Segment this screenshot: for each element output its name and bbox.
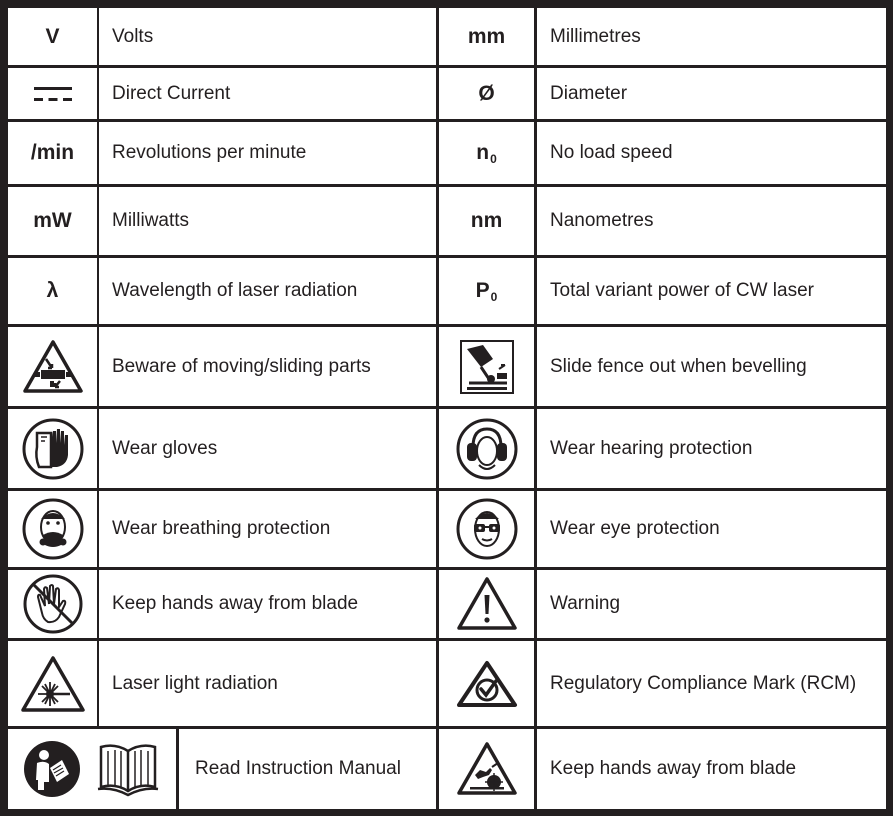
symbol-cell xyxy=(8,187,97,255)
description-cell xyxy=(537,187,886,255)
direct-current-icon xyxy=(33,84,73,104)
symbol-volts: V xyxy=(45,24,60,48)
description-text: Regulatory Compliance Mark (RCM) xyxy=(550,672,857,694)
symbol-wavelength: λ xyxy=(46,279,59,302)
respirator-icon xyxy=(21,497,85,561)
symbol-cell xyxy=(439,641,534,726)
description-text: Wear eye protection xyxy=(550,518,720,539)
symbol-cell xyxy=(8,570,97,638)
laser-radiation-icon xyxy=(20,655,86,713)
description-text: Read Instruction Manual xyxy=(195,758,401,779)
description-text: Total variant power of CW laser xyxy=(550,280,814,301)
warning-triangle-icon xyxy=(456,576,518,632)
symbol-cell xyxy=(8,729,176,809)
symbol-cell xyxy=(439,8,534,65)
description-cell xyxy=(99,570,436,638)
description-cell xyxy=(99,327,436,406)
symbol-cell xyxy=(8,641,97,726)
symbol-cell xyxy=(439,68,534,119)
description-text: Nanometres xyxy=(550,210,654,231)
eye-protection-icon xyxy=(455,497,519,561)
symbol-no-load-speed: $n_0$ xyxy=(476,141,497,166)
symbol-cell xyxy=(8,491,97,567)
description-text: Revolutions per minute xyxy=(112,142,307,163)
moving-parts-warning-icon xyxy=(22,339,84,395)
description-cell xyxy=(537,327,886,406)
description-text: Diameter xyxy=(550,82,628,104)
symbol-cell xyxy=(439,729,534,809)
description-cell xyxy=(537,491,886,567)
description-cell xyxy=(537,258,886,324)
description-text: Slide fence out when bevelling xyxy=(550,355,807,377)
symbol-cell xyxy=(8,8,97,65)
symbol-cell xyxy=(439,258,534,324)
ear-protection-icon xyxy=(455,417,519,481)
symbol-cell xyxy=(439,327,534,406)
symbol-cell xyxy=(439,122,534,184)
slide-fence-icon xyxy=(459,339,515,395)
description-text: Warning xyxy=(550,593,621,614)
gloves-icon xyxy=(21,417,85,481)
description-cell xyxy=(537,122,886,184)
description-cell xyxy=(99,491,436,567)
blade-hazard-icon xyxy=(456,741,518,797)
description-text: Volts xyxy=(112,25,154,47)
description-text: No load speed xyxy=(550,142,673,163)
symbol-cw-power: $P_0$ xyxy=(475,279,498,304)
symbol-per-minute: /min xyxy=(30,141,75,164)
description-cell xyxy=(537,641,886,726)
description-cell xyxy=(99,68,436,119)
symbol-milliwatts: mW xyxy=(33,209,72,232)
read-manual-person-icon xyxy=(23,740,81,798)
description-text: Direct Current xyxy=(112,82,231,104)
description-cell xyxy=(537,409,886,488)
description-cell xyxy=(99,258,436,324)
description-cell xyxy=(99,122,436,184)
symbol-cell xyxy=(439,409,534,488)
description-cell xyxy=(99,8,436,65)
description-cell xyxy=(179,729,436,809)
description-text: Wear breathing protection xyxy=(112,518,331,539)
description-cell xyxy=(99,187,436,255)
no-hands-icon xyxy=(22,573,84,635)
description-text: Wear gloves xyxy=(112,437,218,459)
description-cell xyxy=(99,409,436,488)
symbol-cell xyxy=(8,258,97,324)
description-text: Beware of moving/sliding parts xyxy=(112,355,371,377)
description-text: Wavelength of laser radiation xyxy=(112,280,358,301)
symbol-cell xyxy=(439,187,534,255)
description-text: Laser light radiation xyxy=(112,672,278,694)
description-text: Wear hearing protection xyxy=(550,437,753,459)
description-text: Keep hands away from blade xyxy=(550,758,797,779)
rcm-mark-icon xyxy=(455,659,519,709)
description-text: Keep hands away from blade xyxy=(112,593,359,614)
symbol-diameter: Ø xyxy=(478,81,495,105)
symbol-cell xyxy=(8,122,97,184)
description-text: Millimetres xyxy=(550,25,641,47)
description-cell xyxy=(537,729,886,809)
open-book-icon xyxy=(95,741,161,797)
description-cell xyxy=(537,8,886,65)
description-cell xyxy=(99,641,436,726)
symbol-cell xyxy=(8,409,97,488)
symbol-cell xyxy=(8,327,97,406)
description-cell xyxy=(537,570,886,638)
symbol-nanometres: nm xyxy=(470,209,503,232)
symbol-cell xyxy=(439,491,534,567)
description-text: Milliwatts xyxy=(112,210,190,231)
symbol-mm: mm xyxy=(467,24,506,48)
symbol-cell xyxy=(439,570,534,638)
description-cell xyxy=(537,68,886,119)
symbol-cell xyxy=(8,68,97,119)
